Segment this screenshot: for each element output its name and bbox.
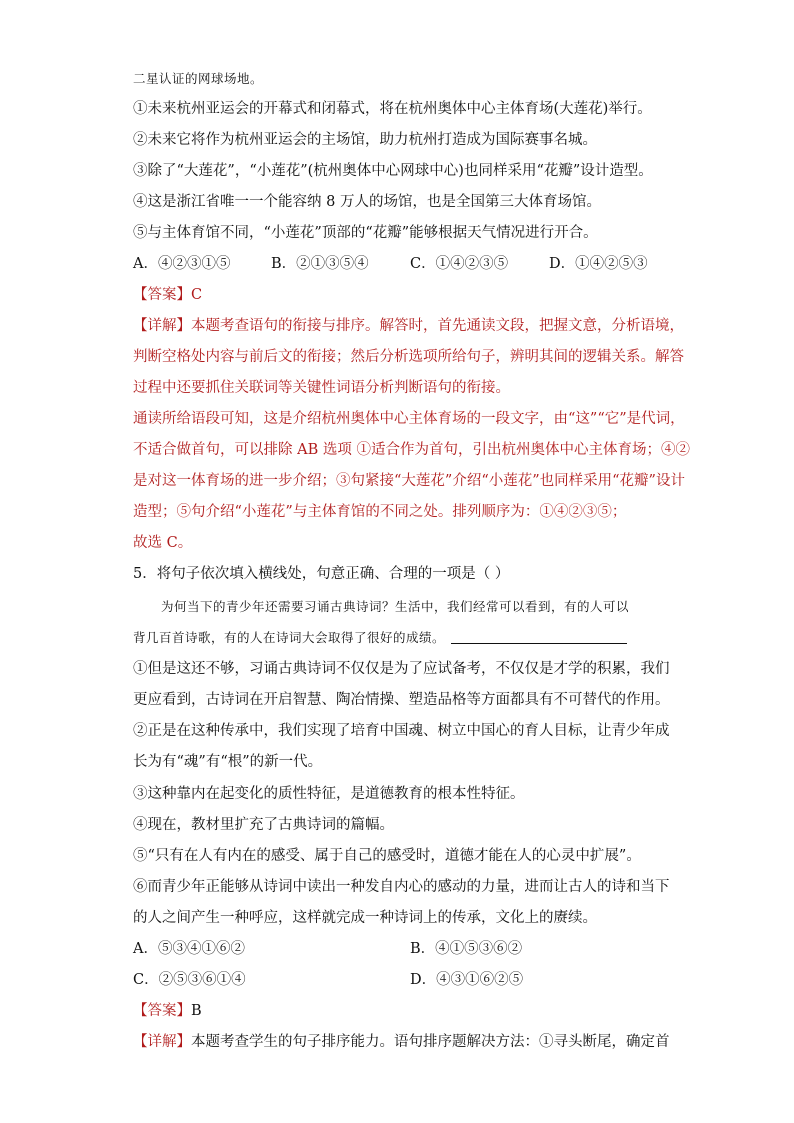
option-a: A．④②③①⑤ — [133, 256, 231, 272]
answer-blank — [451, 629, 627, 644]
option-c: C．①④②③⑤ — [410, 256, 509, 272]
q5-sentence-6b: 的人之间产生一种呼应，这样就完成一种诗词上的传承，文化上的赓续。 — [133, 910, 597, 926]
sentence-2: ②未来它将作为杭州亚运会的主场馆，助力杭州打造成为国际赛事名城。 — [133, 132, 597, 148]
q5-option-c: C．②⑤③⑥①④ — [133, 972, 246, 988]
sentence-4: ④这是浙江省唯一一个能容纳 8 万人的场馆，也是全国第三大体育场馆。 — [133, 194, 601, 210]
detail-line-5: 不适合做首句，可以排除 AB 选项 ①适合作为首句，引出杭州奥体中心主体育场；④② — [133, 442, 690, 458]
q5-answer-tag: 【答案】 — [133, 1003, 191, 1019]
q5-sentence-3: ③这种靠内在起变化的质性特征，是道德教育的根本性特征。 — [133, 786, 525, 802]
detail-line-1: 【详解】本题考查语句的衔接与排序。解答时，首先通读文段，把握文意，分析语境， — [133, 318, 684, 334]
detail-line-3: 过程中还要抓住关联词等关键性词语分析判断语句的衔接。 — [133, 380, 510, 396]
detail-line-2: 判断空格处内容与前后文的衔接；然后分析选项所给句子，辨明其间的逻辑关系。解答 — [133, 349, 684, 365]
question-5-title: 5．将句子依次填入横线处，句意正确、合理的一项是（ ） — [133, 566, 510, 582]
q5-sentence-2a: ②正是在这种传承中，我们实现了培育中国魂、树立中国心的育人目标，让青少年成 — [133, 723, 670, 739]
q5-option-d: D．④③①⑥②⑤ — [410, 972, 524, 988]
passage-line-1: 为何当下的青少年还需要习诵古典诗词？生活中，我们经常可以看到，有的人可以 — [161, 599, 630, 614]
q5-option-a: A．⑤③④①⑥② — [133, 941, 245, 957]
q5-option-b: B．④①⑤③⑥② — [410, 941, 523, 957]
q5-answer-line — [133, 1001, 202, 1021]
q5-sentence-4: ④现在，教材里扩充了古典诗词的篇幅。 — [133, 817, 394, 833]
passage-line-2: 背几百首诗歌，有的人在诗词大会取得了很好的成绩。 — [133, 628, 627, 648]
q5-sentence-2b: 长为有“魂”有“根”的新一代。 — [133, 754, 323, 770]
sentence-1: ①未来杭州亚运会的开幕式和闭幕式，将在杭州奥体中心主体育场(大莲花)举行。 — [133, 101, 652, 117]
detail-line-7: 造型；⑤句介绍“小莲花”与主体育馆的不同之处。排列顺序为：①④②③⑤； — [133, 504, 627, 520]
q5-answer-value: B — [191, 1003, 202, 1019]
detail-line-8: 故选 C。 — [133, 535, 193, 551]
detail-tag: 【详解】 — [133, 318, 191, 334]
question-continuation: 二星认证的网球场地。 — [133, 71, 264, 86]
answer-value: C — [191, 287, 203, 303]
sentence-5: ⑤与主体育馆不同，“小莲花”顶部的“花瓣”能够根据天气情况进行开合。 — [133, 225, 598, 241]
detail-line-4: 通读所给语段可知，这是介绍杭州奥体中心主体育场的一段文字，由“这”“它”是代词， — [133, 411, 685, 427]
q5-detail-tag: 【详解】 — [133, 1034, 191, 1050]
sentence-3: ③除了“大莲花”，“小莲花”(杭州奥体中心网球中心)也同样采用“花瓣”设计造型。 — [133, 163, 653, 179]
q5-sentence-6a: ⑥而青少年正能够从诗词中读出一种发自内心的感动的力量，进而让古人的诗和当下 — [133, 879, 670, 895]
option-b: B．②①③⑤④ — [271, 256, 369, 272]
q5-detail-line-1: 【详解】本题考查学生的句子排序能力。语句排序题解决方法：①寻头断尾，确定首 — [133, 1034, 670, 1050]
q5-sentence-5: ⑤“只有在人有内在的感受、属于自己的感受时，道德才能在人的心灵中扩展”。 — [133, 848, 641, 864]
detail-line-6: 是对这一体育场的进一步介绍；③句紧接“大莲花”介绍“小莲花”也同样采用“花瓣”设计 — [133, 473, 685, 489]
answer-line — [133, 285, 202, 305]
option-d: D．①④②⑤③ — [549, 256, 648, 272]
answer-tag: 【答案】 — [133, 287, 191, 303]
q5-sentence-1a: ①但是这还不够，习诵古典诗词不仅仅是为了应试备考，不仅仅是才学的积累，我们 — [133, 661, 670, 677]
q5-sentence-1b: 更应看到，古诗词在开启智慧、陶冶情操、塑造品格等方面都具有不可替代的作用。 — [133, 692, 670, 708]
